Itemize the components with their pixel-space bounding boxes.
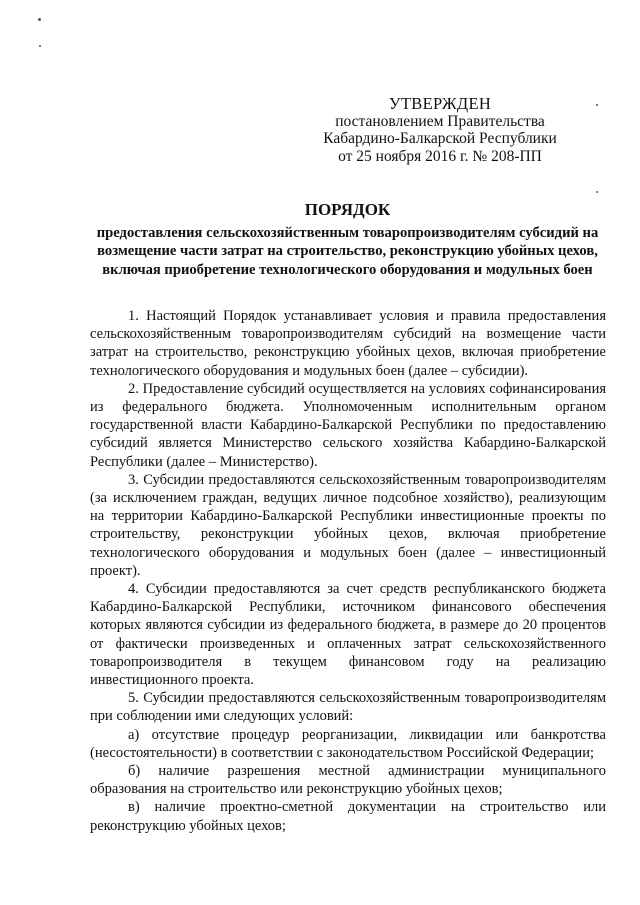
list-item-a: а) отсутствие процедур реорганизации, ликвидации или банкротства (несостоятельности) в соответствии с законодательством Российской Федерации; xyxy=(90,726,606,761)
scan-speck xyxy=(596,104,598,106)
approval-line: Кабардино-Балкарской Республики xyxy=(323,130,557,147)
approval-line: постановлением Правительства xyxy=(335,112,545,130)
paragraph: 4. Субсидии предоставляются за счет средств республиканского бюджета Кабардино-Балкарской Республики, источником финансового обеспечения которых являются субсидии из федерального бюджета, в размере до 20 процентов от фактически произведенных и оплаченных затрат сельскохозяйственного товаропроизводителя в текущем финансовом году на реализацию инвестиционного проекта. xyxy=(90,581,606,689)
scan-speck xyxy=(39,45,41,47)
approval-heading: УТВЕРЖДЕН xyxy=(388,94,492,113)
list-item-b: б) наличие разрешения местной администрации муниципального образования на строительство или реконструкцию убойных цехов; xyxy=(90,763,606,798)
document-title: ПОРЯДОК xyxy=(304,200,391,219)
list-item-c: в) наличие проектно-сметной документации на строительство или реконструкцию убойных цехов; xyxy=(90,799,606,834)
document-body xyxy=(90,307,606,835)
approval-line: от 25 ноября 2016 г. № 208-ПП xyxy=(338,147,542,165)
paragraph: 3. Субсидии предоставляются сельскохозяйственным товаропроизводителям (за исключением граждан, ведущих личное подсобное хозяйство), реализующим на территории Кабардино-Балкарской Республики инвестиционные проекты по строительству, реконструкции убойных цехов, включая приобретение технологического оборудования и модульных боен (далее – инвестиционный проект). xyxy=(90,471,606,579)
document-subtitle: предоставления сельскохозяйственным товаропроизводителям субсидий на возмещение части затрат на строительство, реконструкцию убойных цехов, включая приобретение технологического оборудования и модульных боен xyxy=(96,225,599,278)
document-title-block xyxy=(90,198,605,279)
paragraph: 2. Предоставление субсидий осуществляется на условиях софинансирования из федерального бюджета. Уполномоченным исполнительным органом государственной власти Кабардино-Балкарской Республики по предоставлению субсидий является Министерство сельского хозяйства Кабардино-Балкарской Республики (далее – Министерство). xyxy=(90,380,606,470)
paragraph: 1. Настоящий Порядок устанавливает условия и правила предоставления сельскохозяйственным товаропроизводителям субсидий на возмещение части затрат на строительство, реконструкцию убойных цехов, включая приобретение технологического оборудования и модульных боен (далее – субсидии). xyxy=(90,308,606,379)
approval-stamp xyxy=(300,95,580,165)
scan-speck xyxy=(38,18,41,21)
scan-speck xyxy=(596,191,598,193)
paragraph: 5. Субсидии предоставляются сельскохозяйственным товаропроизводителям при соблюдении ими следующих условий: xyxy=(90,690,606,725)
